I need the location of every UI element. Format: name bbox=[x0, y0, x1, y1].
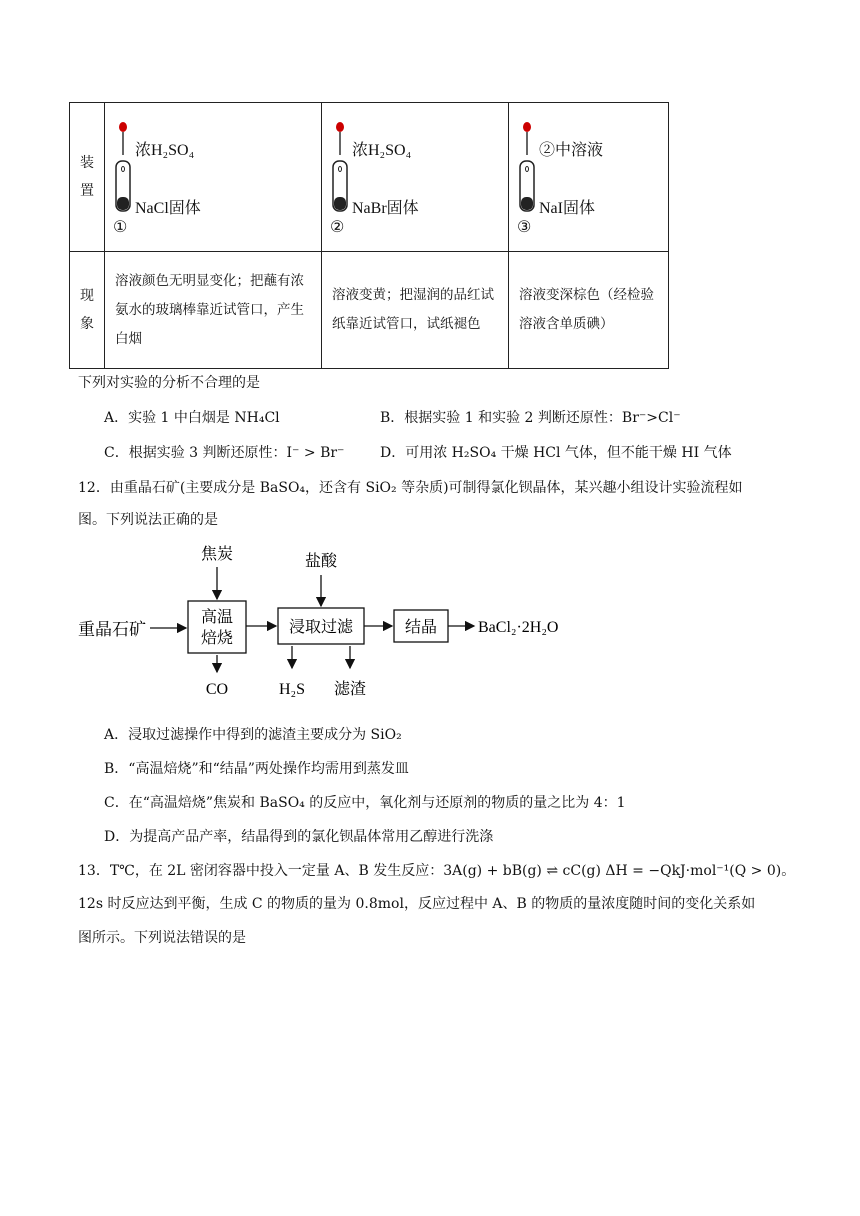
q11-option-d: D．可用浓 H₂SO₄ 干燥 HCl 气体，但不能干燥 HI 气体 bbox=[380, 445, 732, 461]
reagent-label: ②中溶液 bbox=[539, 142, 604, 159]
process-flowchart bbox=[70, 538, 590, 708]
experiment-number: ③ bbox=[517, 217, 532, 236]
row-header-char: 现 bbox=[80, 288, 94, 304]
q12-option-d: D．为提高产品产率，结晶得到的氯化钡晶体常用乙醇进行洗涤 bbox=[104, 829, 494, 845]
flow-step2-label: 浸取过滤 bbox=[288, 619, 354, 636]
q12-option-a: A．浸取过滤操作中得到的滤渣主要成分为 SiO₂ bbox=[104, 727, 402, 743]
flow-step1-line2: 焙烧 bbox=[200, 630, 234, 647]
flow-input-label: 重晶石矿 bbox=[78, 620, 146, 639]
q11-option-b: B．根据实验 1 和实验 2 判断还原性：Br⁻>Cl⁻ bbox=[380, 410, 681, 426]
apparatus-cell-3 bbox=[509, 103, 669, 252]
row-header-phenomenon bbox=[70, 252, 105, 369]
solid-label: NaCl固体 bbox=[135, 200, 201, 217]
row-header-char: 置 bbox=[80, 183, 94, 199]
q11-option-a: A．实验 1 中白烟是 NH₄Cl bbox=[104, 410, 280, 426]
q12-stem-line1: 12．由重晶石矿(主要成分是 BaSO₄，还含有 SiO₂ 等杂质)可制得氯化钡晶体，某兴趣小组设计实验流程如 bbox=[78, 480, 743, 496]
row-header-apparatus bbox=[70, 103, 105, 252]
apparatus-cell-1 bbox=[105, 103, 322, 252]
flow-product-label: BaCl₂·2H₂O bbox=[478, 619, 559, 636]
q11-stem: 下列对实验的分析不合理的是 bbox=[78, 375, 260, 391]
flow-h2s-label: H₂S bbox=[278, 681, 306, 698]
phenomenon-cell-3: 溶液变深棕色（经检验溶液含单质碘） bbox=[509, 252, 669, 369]
q12-option-c: C．在“高温焙烧”焦炭和 BaSO₄ 的反应中，氧化剂与还原剂的物质的量之比为 4：1 bbox=[104, 795, 626, 811]
row-header-char: 象 bbox=[80, 316, 94, 332]
solid-label: NaI固体 bbox=[539, 200, 595, 217]
flow-step3-label: 结晶 bbox=[404, 619, 438, 636]
experiment-table bbox=[69, 102, 669, 369]
flow-coke-label: 焦炭 bbox=[200, 546, 234, 563]
q13-stem-line3: 图所示。下列说法错误的是 bbox=[78, 930, 246, 946]
phenomenon-cell-2: 溶液变黄；把湿润的品红试纸靠近试管口，试纸褪色 bbox=[322, 252, 509, 369]
phenomenon-cell-1: 溶液颜色无明显变化；把蘸有浓氨水的玻璃棒靠近试管口，产生白烟 bbox=[105, 252, 322, 369]
experiment-number: ② bbox=[330, 217, 345, 236]
q13-stem-line1: 13．T℃，在 2L 密闭容器中投入一定量 A、B 发生反应：3A(g) + bB(g) ⇌ cC(g) ΔH = −QkJ·mol⁻¹(Q > 0)。 bbox=[78, 863, 796, 879]
flow-residue-label: 滤渣 bbox=[333, 681, 367, 698]
flow-hcl-label: 盐酸 bbox=[304, 553, 338, 570]
solid-label: NaBr固体 bbox=[352, 200, 419, 217]
q12-option-b: B．“高温焙烧”和“结晶”两处操作均需用到蒸发皿 bbox=[104, 761, 409, 777]
reagent-label: 浓H₂SO₄ bbox=[352, 142, 412, 159]
q13-stem-line2: 12s 时反应达到平衡，生成 C 的物质的量为 0.8mol，反应过程中 A、B 的物质的量浓度随时间的变化关系如 bbox=[78, 896, 756, 912]
q12-stem-line2: 图。下列说法正确的是 bbox=[78, 512, 218, 528]
flow-step1-line1: 高温 bbox=[200, 609, 234, 626]
reagent-label: 浓H₂SO₄ bbox=[135, 142, 195, 159]
apparatus-cell-2 bbox=[322, 103, 509, 252]
row-header-char: 装 bbox=[80, 155, 94, 171]
flow-co-label: CO bbox=[205, 681, 229, 698]
q11-option-c: C．根据实验 3 判断还原性：I⁻ > Br⁻ bbox=[104, 445, 345, 461]
experiment-number: ① bbox=[113, 217, 128, 236]
